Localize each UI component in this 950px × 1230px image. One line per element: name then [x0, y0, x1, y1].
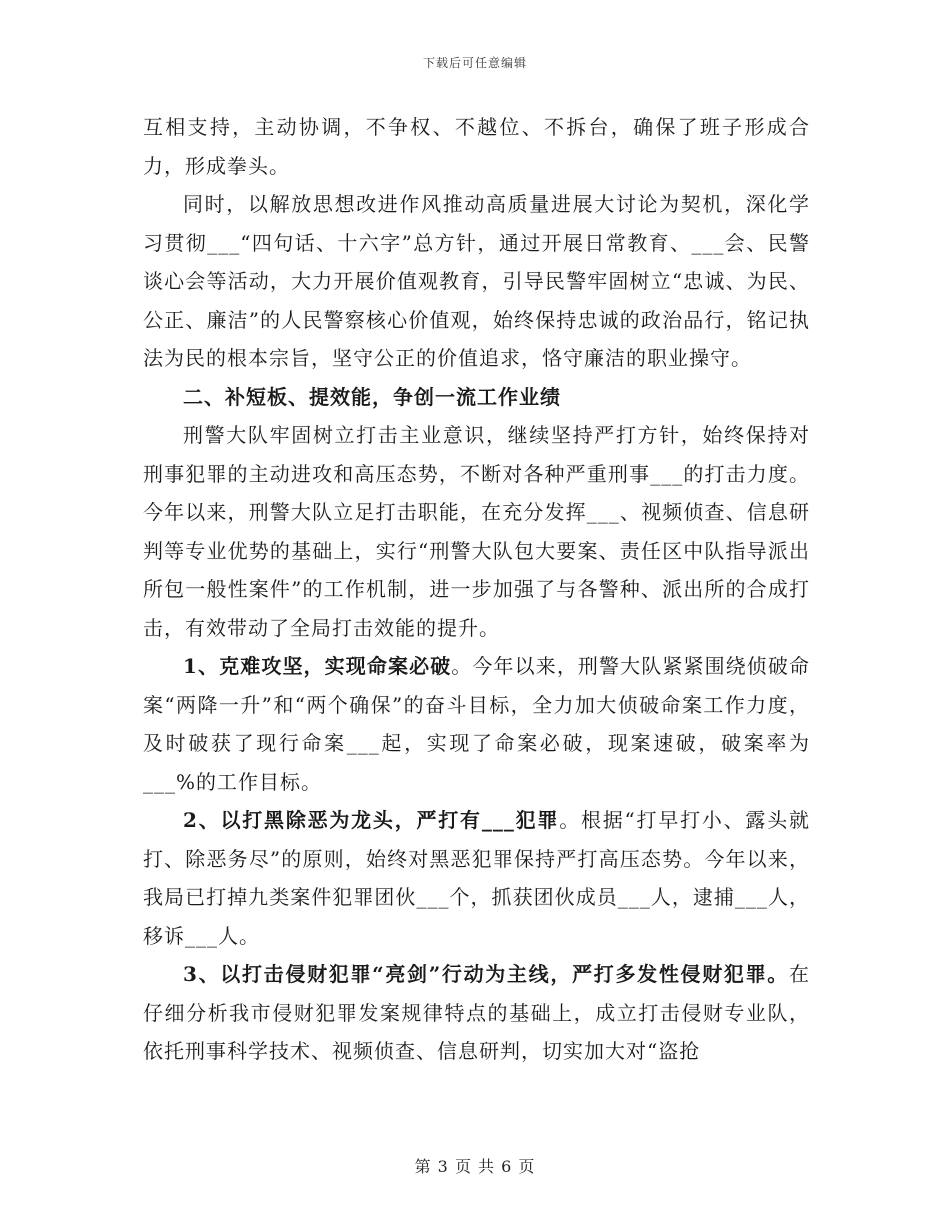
list-item-text: 。今年以来，刑警大队紧紧围绕侦破命案“两降一升”和“两个确保”的奋斗目标，全力加大侦破命案工作力度，及时破获了现行命案___起，实现了命案必破，现案速破，破案率为___%的工作目标。 [143, 654, 810, 794]
section-heading: 二、补短板、提效能，争创一流工作业绩 [183, 384, 561, 409]
list-item-title: 2、以打黑除恶为龙头，严打有___犯罪 [183, 808, 560, 832]
header-note: 下载后可任意编辑 [422, 56, 527, 70]
list-item-text: 在仔细分析我市侵财犯罪发案规律特点的基础上，成立打击侵财专业队，依托刑事科学技术、视频侦查、信息研判，切实加大对“盗抢 [143, 962, 810, 1063]
paragraph: 刑警大队牢固树立打击主业意识，继续坚持严打方针，始终保持对刑事犯罪的主动进攻和高压态势，不断对各种严重刑事___的打击力度。今年以来，刑警大队立足打击职能，在充分发挥___、视频侦查、信息研判等专业优势的基础上，实行“刑警大队包大要案、责任区中队指导派出所包一般性案件”的工作机制，进一步加强了与各警种、派出所的合成打击，有效带动了全局打击效能的提升。 [143, 423, 810, 640]
paragraph: 互相支持，主动协调，不争权、不越位、不拆台，确保了班子形成合力，形成拳头。 [143, 115, 810, 178]
document-body [143, 108, 810, 1071]
list-item [143, 955, 810, 1071]
list-item [143, 647, 810, 801]
paragraph: 同时，以解放思想改进作风推动高质量进展大讨论为契机，深化学习贯彻___“四句话、十六字”总方针，通过开展日常教育、___会、民警谈心会等活动，大力开展价值观教育，引导民警牢固树立“忠诚、为民、公正、廉洁”的人民警察核心价值观，始终保持忠诚的政治品行，铭记执法为民的根本宗旨，坚守公正的价值追求，恪守廉洁的职业操守。 [143, 192, 810, 370]
list-item [143, 801, 810, 955]
list-item-text: 。根据“打早打小、露头就打、除恶务尽”的原则，始终对黑恶犯罪保持严打高压态势。今年以来，我局已打掉九类案件犯罪团伙___个，抓获团伙成员___人，逮捕___人，移诉___人。 [143, 808, 810, 948]
list-item-title: 3、以打击侵财犯罪“亮剑”行动为主线，严打多发性侵财犯罪。 [183, 962, 789, 986]
list-item-title: 1、克难攻坚，实现命案必破 [183, 654, 452, 678]
page-number: 第 3 页 共 6 页 [414, 1157, 536, 1176]
